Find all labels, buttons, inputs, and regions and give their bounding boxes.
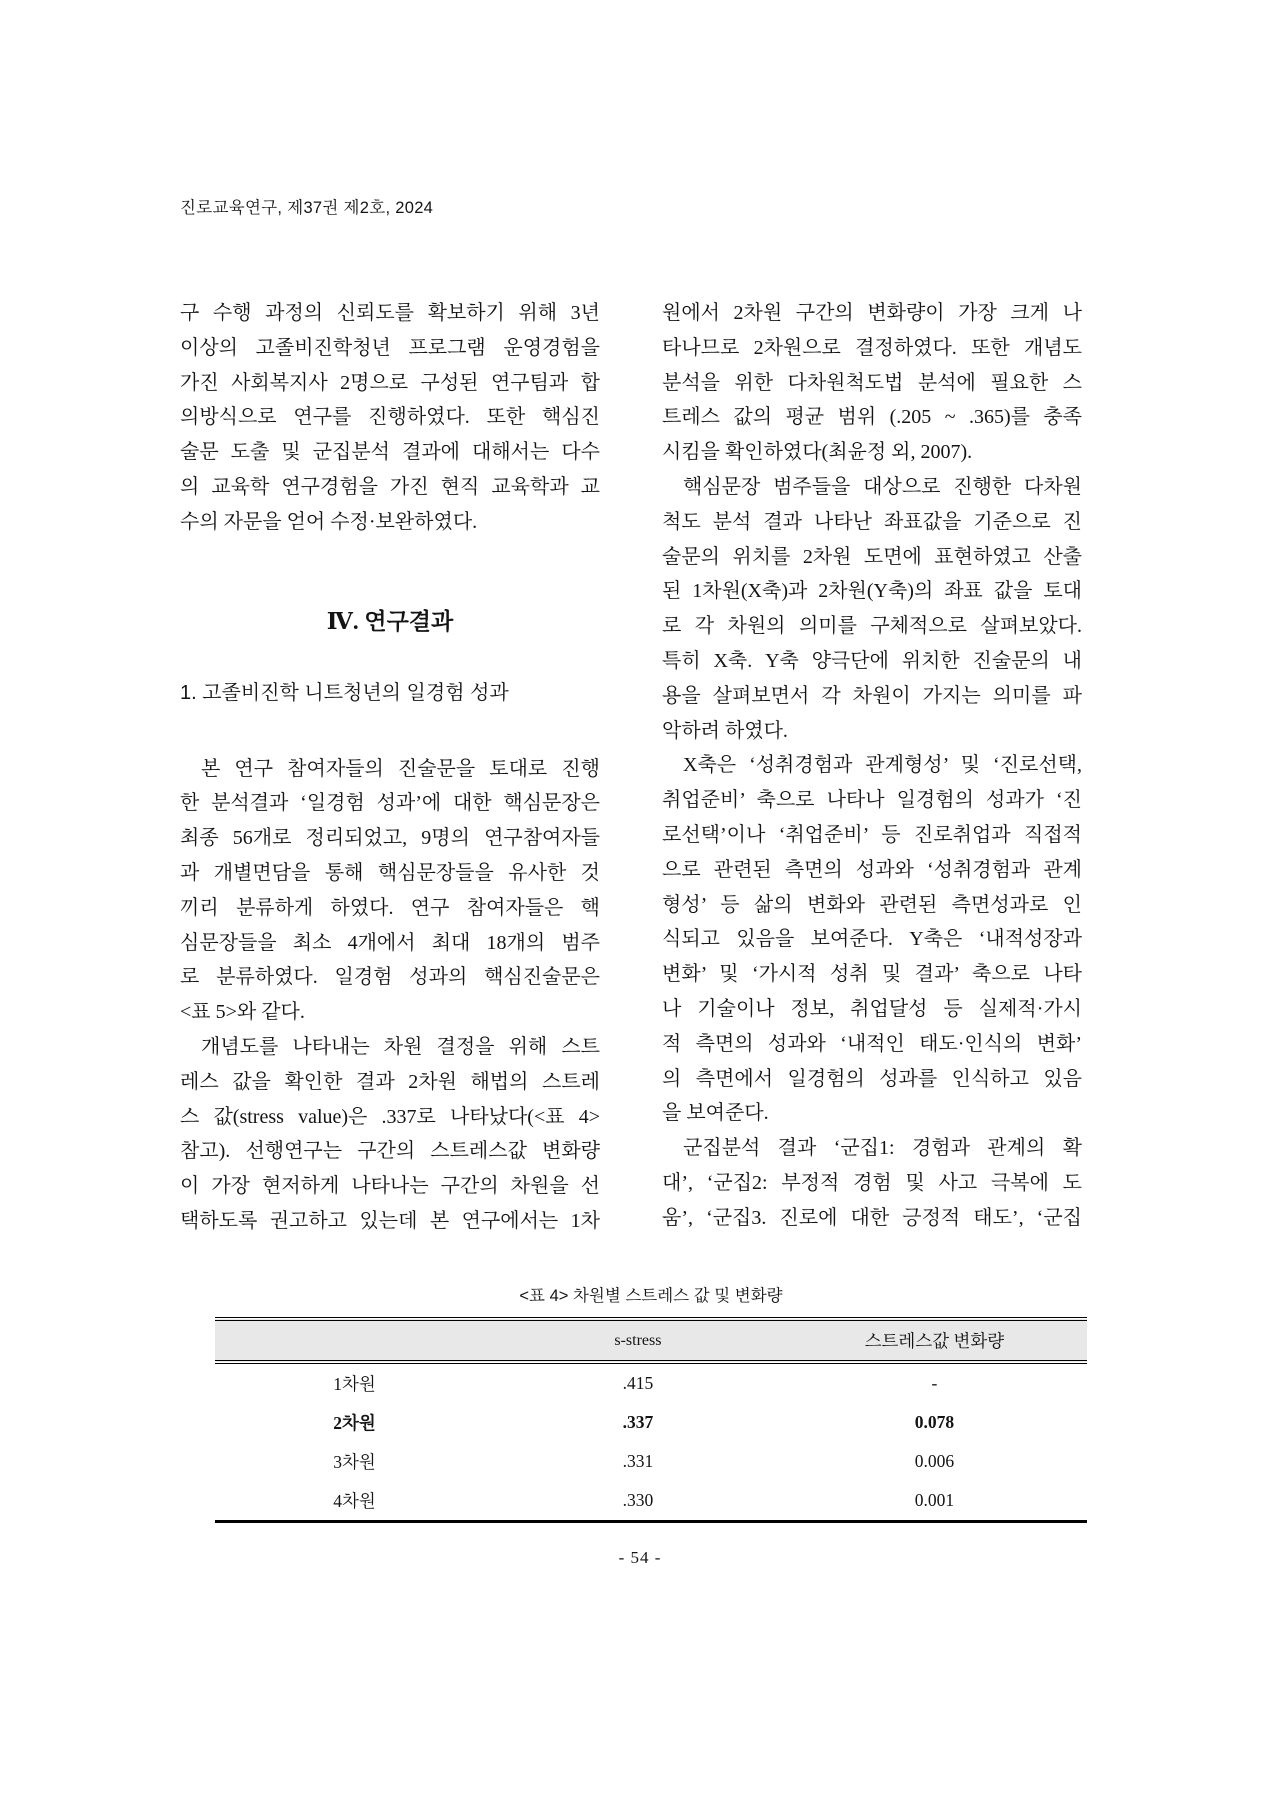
text-line: 로선택’이나 ‘취업준비’ 등 진로취업과 직접적 (662, 823, 1082, 846)
text-line: 술문 도출 및 군집분석 결과에 대해서는 다수 (180, 441, 600, 464)
paragraph (180, 752, 600, 1030)
text-line: 끼리 분류하게 하였다. 연구 참여자들은 핵 (180, 896, 600, 919)
text-line: <표 5>와 같다. (180, 1001, 305, 1024)
text-line: 된 1차원(X축)과 2차원(Y축)의 좌표 값을 토대 (662, 580, 1082, 603)
table4-block (215, 1282, 1087, 1523)
text-line: 최종 56개로 정리되었고, 9명의 연구참여자들 (180, 827, 600, 850)
text-line: 의 측면에서 일경험의 성과를 인식하고 있음 (662, 1067, 1082, 1090)
paragraph (662, 296, 1082, 470)
text-line: 심문장들을 최소 4개에서 최대 18개의 범주 (180, 931, 600, 954)
text-line: 변화’ 및 ‘가시적 성취 및 결과’ 축으로 나타 (662, 963, 1082, 986)
table-cell: 1차원 (333, 1374, 376, 1394)
text-line: 움’, ‘군집3. 진로에 대한 긍정적 태도’, ‘군집 (662, 1206, 1082, 1229)
text-line: 척도 분석 결과 나타난 좌표값을 기준으로 진 (662, 510, 1082, 533)
table4-body (215, 1362, 1087, 1522)
text-line: 개념도를 나타내는 차원 결정을 위해 스트 (201, 1035, 600, 1058)
section-heading: Ⅳ. 연구결과 (326, 608, 454, 634)
table-header-row (215, 1319, 1087, 1362)
paragraph (180, 1030, 600, 1239)
table-cell: 0.001 (914, 1490, 955, 1510)
table-cell: .330 (622, 1490, 654, 1510)
text-line: 참고). 선행연구는 구간의 스트레스값 변화량 (180, 1140, 600, 1163)
text-line: 핵심문장 범주들을 대상으로 진행한 다차원 (683, 475, 1082, 498)
text-line: 의방식으로 연구를 진행하였다. 또한 핵심진 (180, 406, 600, 429)
right-column (662, 296, 1082, 1239)
text-line: 수의 자문을 얻어 수정·보완하였다. (180, 510, 478, 533)
paragraph (662, 470, 1082, 748)
table-header-cell (215, 1319, 494, 1362)
paragraph (180, 296, 600, 540)
subsection-heading: 1. 고졸비진학 니트청년의 일경험 성과 (180, 681, 509, 704)
table-cell: 2차원 (333, 1413, 376, 1433)
table-row (215, 1362, 1087, 1403)
page-number: - 54 - (618, 1548, 662, 1567)
text-line: X축은 ‘성취경험과 관계형성’ 및 ‘진로선택, (683, 754, 1082, 777)
text-line: 레스 값을 확인한 결과 2차원 해법의 스트레 (180, 1070, 600, 1093)
text-line: 형성’ 등 삶의 변화와 관련된 측면성과로 인 (662, 893, 1082, 916)
text-line: 이상의 고졸비진학청년 프로그램 운영경험을 (180, 336, 600, 359)
text-line: 트레스 값의 평균 범위 (.205 ~ .365)를 충족 (662, 406, 1082, 429)
text-line: 적 측면의 성과와 ‘내적인 태도·인식의 변화’ (662, 1032, 1082, 1055)
table-cell: .331 (622, 1451, 654, 1471)
table-cell: .337 (622, 1412, 654, 1432)
table-cell: - (931, 1373, 938, 1393)
text-line: 스 값(stress value)은 .337로 나타났다(<표 4> (180, 1105, 600, 1128)
two-column-body (180, 296, 1082, 1239)
text-line: 대’, ‘군집2: 부정적 경험 및 사고 극복에 도 (662, 1171, 1082, 1194)
table-cell: 3차원 (333, 1452, 376, 1472)
table-row (215, 1403, 1087, 1442)
journal-running-head: 진로교육연구, 제37권 제2호, 2024 (180, 199, 434, 217)
text-line: 으로 관련된 측면의 성과와 ‘성취경험과 관계 (662, 858, 1082, 881)
text-line: 나 기술이나 정보, 취업달성 등 실제적·가시 (662, 997, 1082, 1020)
paragraph (662, 1131, 1082, 1235)
text-line: 로 분류하였다. 일경험 성과의 핵심진술문은 (180, 966, 600, 989)
table-cell: 0.006 (914, 1451, 955, 1471)
text-line: 특히 X축. Y축 양극단에 위치한 진술문의 내 (662, 649, 1082, 672)
text-line: 시킴을 확인하였다(최윤정 외, 2007). (662, 441, 973, 464)
text-line: 용을 살펴보면서 각 차원이 가지는 의미를 파 (662, 684, 1082, 707)
table-row (215, 1442, 1087, 1481)
text-line: 분석을 위한 다차원척도법 분석에 필요한 스 (662, 371, 1082, 394)
text-line: 타나므로 2차원으로 결정하였다. 또한 개념도 (662, 336, 1082, 359)
text-line: 로 각 차원의 의미를 구체적으로 살펴보았다. (662, 615, 1082, 638)
text-line: 택하도록 권고하고 있는데 본 연구에서는 1차 (180, 1209, 600, 1232)
text-line: 식되고 있음을 보여준다. Y축은 ‘내적성장과 (662, 928, 1082, 951)
text-line: 본 연구 참여자들의 진술문을 토대로 진행 (201, 757, 600, 780)
text-line: 악하려 하였다. (662, 719, 788, 742)
text-line: 술문의 위치를 2차원 도면에 표현하였고 산출 (662, 545, 1082, 568)
text-line: 과 개별면담을 통해 핵심문장들을 유사한 것 (180, 861, 600, 884)
table4-stress-values (215, 1317, 1087, 1523)
text-line: 군집분석 결과 ‘군집1: 경험과 관계의 확 (683, 1137, 1082, 1160)
text-line: 가진 사회복지사 2명으로 구성된 연구팀과 합 (180, 371, 600, 394)
table4-head (215, 1319, 1087, 1362)
text-line: 한 분석결과 ‘일경험 성과’에 대한 핵심문장은 (180, 792, 600, 815)
text-line: 원에서 2차원 구간의 변화량이 가장 크게 나 (662, 302, 1082, 324)
text-line: 의 교육학 연구경험을 가진 현직 교육학과 교 (180, 475, 600, 498)
text-line: 을 보여준다. (662, 1102, 769, 1125)
table-cell: 0.078 (914, 1412, 955, 1432)
table4-caption: <표 4> 차원별 스트레스 값 및 변화량 (519, 1287, 783, 1305)
table-header-cell: s-stress (494, 1319, 782, 1362)
text-line: 이 가장 현저하게 나타나는 구간의 차원을 선 (180, 1175, 600, 1198)
left-column (180, 296, 600, 1239)
table-cell: 4차원 (333, 1491, 376, 1511)
paragraph (662, 748, 1082, 1131)
table-header-cell: 스트레스값 변화량 (782, 1319, 1087, 1362)
table-row (215, 1481, 1087, 1522)
table-cell: .415 (622, 1373, 654, 1393)
text-line: 취업준비’ 축으로 나타나 일경험의 성과가 ‘진 (662, 789, 1082, 812)
text-line: 구 수행 과정의 신뢰도를 확보하기 위해 3년 (180, 302, 600, 324)
